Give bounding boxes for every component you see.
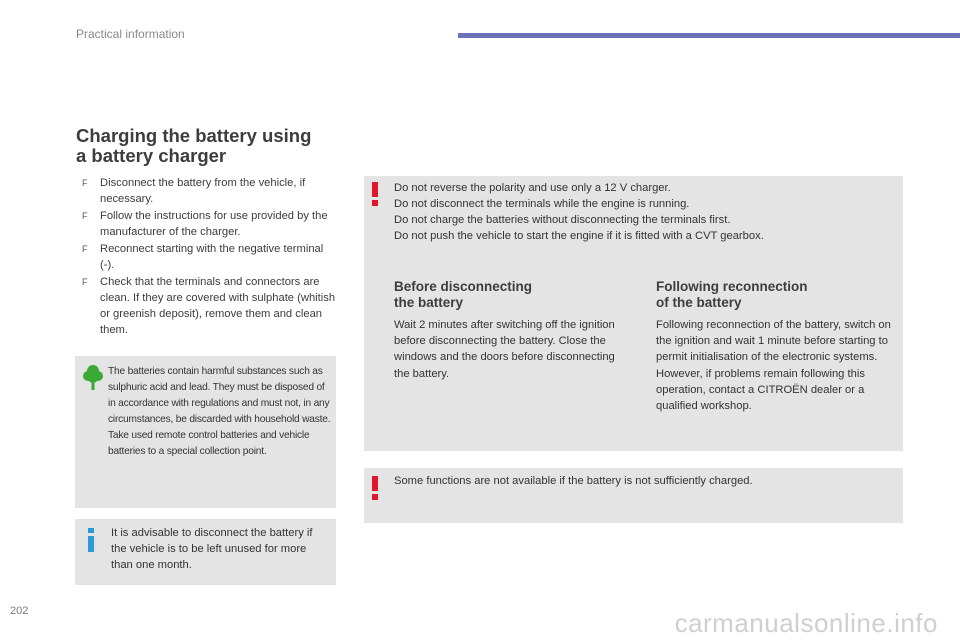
warning-box [364, 176, 903, 451]
watermark: carmanualsonline.info [674, 608, 938, 638]
step-text: Disconnect the battery from the vehicle, if necessary. [100, 177, 306, 205]
step-item [76, 175, 338, 207]
step-marker-icon: F [82, 178, 88, 188]
section-title [76, 126, 346, 166]
step-text: Follow the instructions for use provided by the manufacturer of the charger. [100, 210, 328, 238]
step-text: Check that the terminals and connectors are clean. If they are covered with sulphate (whitish or greenish deposit), remove them and clean them. [100, 276, 336, 336]
before-title-line1: Before disconnecting [394, 279, 533, 294]
step-marker-icon: F [82, 244, 88, 254]
before-title-line2: the battery [394, 294, 464, 310]
warning-line: Do not reverse the polarity and use only a 12 V charger. [394, 182, 671, 194]
exclamation-icon [370, 476, 380, 500]
step-item [76, 241, 338, 273]
after-title-line2: of the battery [656, 294, 742, 310]
after-title-line1: Following reconnection [656, 279, 808, 294]
step-item [76, 274, 338, 338]
environment-note-line: The batteries contain harmful substances such as sulphuric acid and lead. They must be disposed of in accordance with regulations and must not, in any circumstances, be discarded with household waste. [108, 366, 331, 425]
page-number: 202 [10, 605, 29, 617]
instruction-steps [76, 175, 338, 339]
warning-lines [394, 180, 894, 244]
warning-line: Do not disconnect the terminals while the engine is running. [394, 198, 690, 210]
section-title-line1: Charging the battery using [76, 125, 312, 146]
info-note-text: It is advisable to disconnect the battery if the vehicle is to be left unused for more than one month. [111, 527, 313, 571]
step-marker-icon: F [82, 277, 88, 287]
warning-line: Do not charge the batteries without disconnecting the terminals first. [394, 214, 731, 226]
info-note-box [75, 519, 336, 585]
tree-icon [83, 364, 103, 390]
header-accent-bar [458, 33, 960, 38]
charge-warning-box [364, 468, 903, 523]
environment-note-box [75, 356, 336, 508]
section-title-line2: a battery charger [76, 145, 227, 166]
before-disconnecting-text: Wait 2 minutes after switching off the ignition before disconnecting the battery. Close the windows and the doors before disconnecting the battery. [394, 319, 615, 380]
warning-line: Do not push the vehicle to start the engine if it is fitted with a CVT gearbox. [394, 230, 764, 242]
charge-warning-text: Some functions are not available if the battery is not sufficiently charged. [394, 475, 753, 487]
step-item [76, 208, 338, 240]
info-icon [85, 528, 97, 554]
following-reconnection-text: Following reconnection of the battery, switch on the ignition and wait 1 minute before starting to permit initialisation of the electronic systems. However, if problems remain following this operation, contact a CITROËN dealer or a qualified workshop. [656, 319, 891, 413]
before-disconnecting-title [394, 279, 624, 310]
step-marker-icon: F [82, 211, 88, 221]
page-header-title: Practical information [76, 27, 185, 41]
exclamation-icon [370, 182, 380, 206]
step-text: Reconnect starting with the negative terminal (-). [100, 243, 324, 271]
environment-note-text [108, 364, 332, 460]
environment-note-line: Take used remote control batteries and vehicle batteries to a special collection point. [108, 430, 310, 457]
following-reconnection-title [656, 279, 896, 310]
